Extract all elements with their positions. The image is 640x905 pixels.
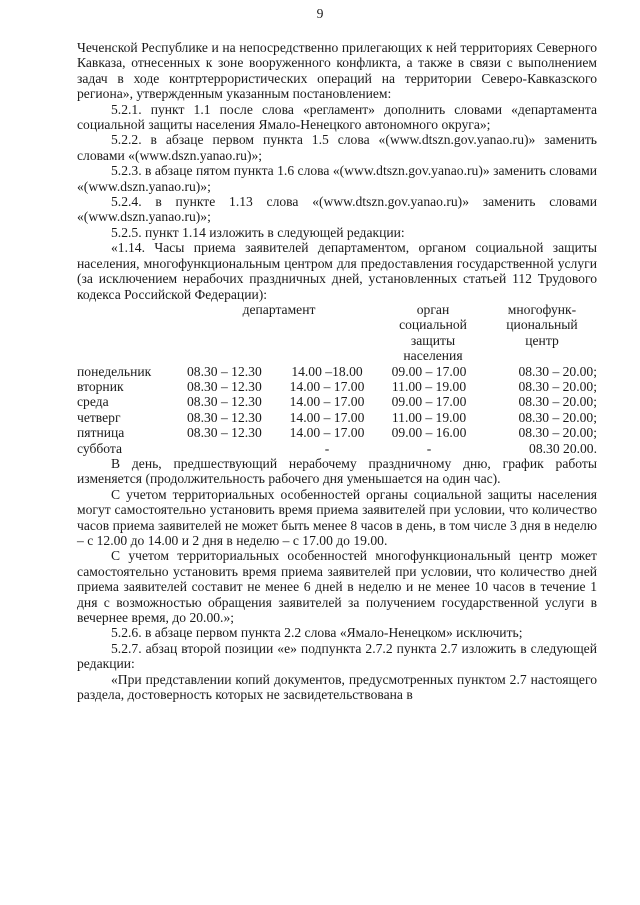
cell-dep_2: - [324, 440, 330, 456]
cell-day: понедельник [77, 363, 152, 379]
paragraphs-top [77, 40, 597, 302]
cell-mfc: 08.30 20.00. [529, 440, 597, 456]
cell-dep_1: 08.30 – 12.30 [187, 378, 262, 394]
schedule-row [77, 364, 597, 379]
cell-day: среда [77, 394, 109, 410]
paragraph: «При представлении копий документов, предусмотренных пунктом 2.7 настоящего раздела, достоверность которых не засвидетельствована в [77, 671, 597, 703]
page-number: 9 [316, 6, 324, 21]
header-mfc: многофунк-циональный центр [506, 301, 578, 348]
cell-mfc: 08.30 – 20.00; [518, 378, 597, 394]
cell-dep_2: 14.00 – 17.00 [289, 425, 365, 441]
cell-mfc: 08.30 – 20.00; [518, 394, 597, 410]
cell-dep_2: 14.00 – 17.00 [289, 378, 365, 394]
header-department: департамент [242, 301, 316, 317]
cell-soc: - [426, 440, 432, 456]
paragraph: С учетом территориальных особенностей органы социальной защиты населения могут самостоятельно установить время приема заявителей при условии, что количество часов приема заявителей не может быть менее 8 часов в день, в том числе 3 дня в неделю – с 12.00 до 14.00 и 2 дня в неделю – с 17.00 до 19.00. [77, 486, 597, 548]
paragraph: 5.2.2. в абзаце первом пункта 1.5 слова «(www.dtszn.gov.yanao.ru)» заменить словами «(www.dszn.yanao.ru)»; [77, 132, 597, 163]
schedule-row [77, 441, 597, 456]
cell-soc: 09.00 – 17.00 [391, 394, 467, 410]
schedule-header-row [77, 302, 597, 364]
cell-dep_2: 14.00 –18.00 [291, 363, 363, 379]
paragraph: 5.2.6. в абзаце первом пункта 2.2 слова «Ямало-Ненецком» исключить; [111, 625, 523, 641]
cell-dep_2: 14.00 – 17.00 [289, 394, 365, 410]
cell-day: вторник [77, 378, 124, 394]
paragraph: Чеченской Республике и на непосредственно прилегающих к ней территориях Северного Кавказа, отнесенных к зоне вооруженного конфликта, а также в связи с выполнением задач в ходе контртеррористических операций на территории Северо-Кавказского региона», утвержденным указанным постановлением: [77, 40, 597, 102]
document-body [77, 40, 597, 702]
cell-soc: 11.00 – 19.00 [391, 378, 467, 394]
cell-dep_1: 08.30 – 12.30 [187, 363, 262, 379]
cell-soc: 09.00 – 17.00 [391, 363, 467, 379]
schedule-table [77, 302, 597, 456]
cell-mfc: 08.30 – 20.00; [518, 363, 597, 379]
cell-soc: 09.00 – 16.00 [391, 425, 467, 441]
cell-day: суббота [77, 440, 123, 456]
cell-soc: 11.00 – 19.00 [391, 409, 467, 425]
paragraph: 5.2.3. в абзаце пятом пункта 1.6 слова «(www.dtszn.gov.yanao.ru)» заменить словами «(www.dszn.yanao.ru)»; [77, 163, 597, 194]
cell-dep_1: 08.30 – 12.30 [187, 425, 262, 441]
header-social-protection: орган социальной защиты населения [399, 301, 467, 364]
schedule-row [77, 410, 597, 425]
paragraph: 5.2.1. пункт 1.1 после слова «регламент» дополнить словами «департамента социальной защиты населения Ямало-Ненецкого автономного округа»; [77, 101, 597, 133]
cell-dep_1 [187, 441, 283, 456]
schedule-row [77, 425, 597, 440]
cell-day: четверг [77, 409, 121, 425]
schedule-row [77, 379, 597, 394]
cell-dep_2: 14.00 – 17.00 [289, 409, 365, 425]
cell-dep_1: 08.30 – 12.30 [187, 409, 262, 425]
schedule-row [77, 394, 597, 409]
cell-dep_1: 08.30 – 12.30 [187, 394, 262, 410]
cell-mfc: 08.30 – 20.00; [518, 425, 597, 441]
paragraph: 5.2.5. пункт 1.14 изложить в следующей редакции: [111, 224, 405, 240]
paragraphs-bottom [77, 456, 597, 703]
paragraph: В день, предшествующий нерабочему праздничному дню, график работы изменяется (продолжительность рабочего дня уменьшается на один час). [77, 455, 597, 487]
paragraph: «1.14. Часы приема заявителей департаментом, органом социальной защиты населения, многофункциональным центром для предоставления государственной услуги (за исключением нерабочих праздничных дней, установленных статьей 112 Трудового кодекса Российской Федерации): [77, 240, 597, 302]
paragraph: С учетом территориальных особенностей многофункциональный центр может самостоятельно установить время приема заявителей при условии, что количество дней приема заявителей составит не менее 6 дней в неделю и не менее 10 часов в течение 1 дня с возможностью обращения заявителей за получением государственной услуги в вечернее время, до 20.00.»; [77, 548, 597, 626]
cell-day: пятница [77, 425, 125, 441]
paragraph: 5.2.7. абзац второй позиции «е» подпункта 2.7.2 пункта 2.7 изложить в следующей редакции: [77, 640, 597, 672]
paragraph: 5.2.4. в пункте 1.13 слова «(www.dtszn.gov.yanao.ru)» заменить словами «(www.dszn.yanao.ru)»; [77, 194, 597, 225]
cell-mfc: 08.30 – 20.00; [518, 409, 597, 425]
